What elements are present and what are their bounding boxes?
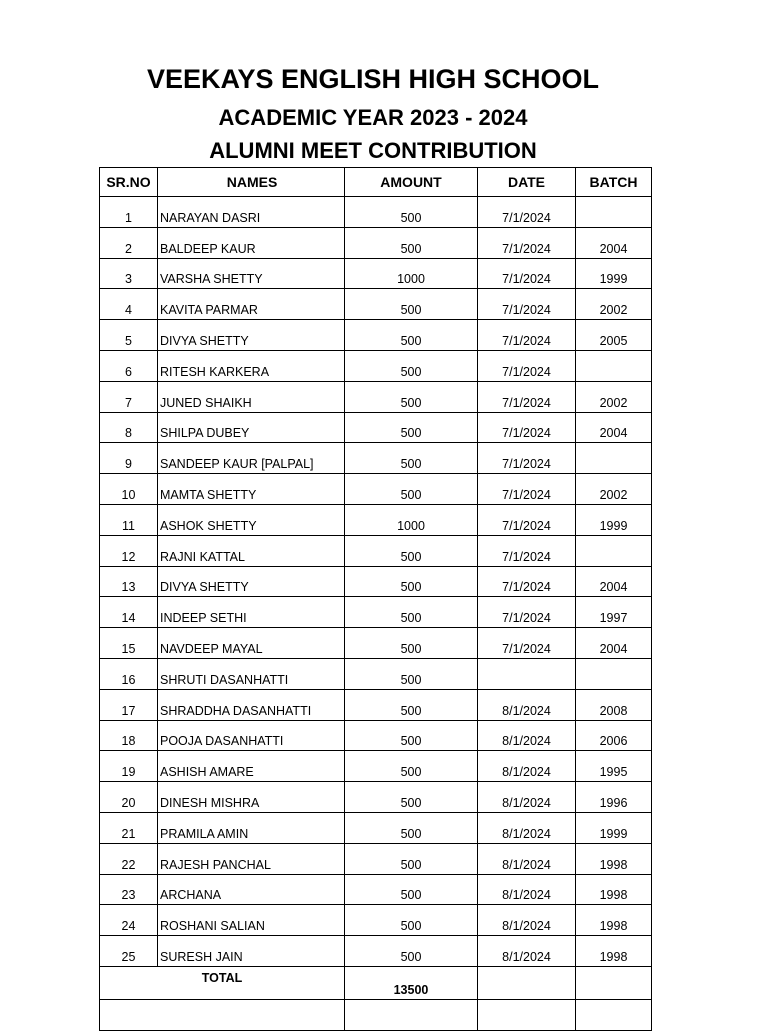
table-row [100,936,652,967]
total-amount: 13500 [345,966,478,999]
sr-no-cell: 1 [100,197,158,228]
table-row [100,812,652,843]
name-cell: SHRUTI DASANHATTI [158,658,345,689]
name-cell: RAJESH PANCHAL [158,843,345,874]
name-cell: PRAMILA AMIN [158,812,345,843]
date-cell: 8/1/2024 [478,689,576,720]
amount-cell: 500 [345,689,478,720]
date-cell: 7/1/2024 [478,504,576,535]
school-name: VEEKAYS ENGLISH HIGH SCHOOL [146,64,600,94]
total-date-cell [478,966,576,999]
batch-cell: 2005 [576,320,652,351]
date-cell: 8/1/2024 [478,751,576,782]
date-cell: 7/1/2024 [478,227,576,258]
batch-cell: 1999 [576,504,652,535]
batch-cell: 1996 [576,782,652,813]
sr-no-cell: 19 [100,751,158,782]
batch-cell [576,443,652,474]
total-batch-cell [576,966,652,999]
table-row [100,874,652,905]
table-row [100,689,652,720]
sr-no-cell: 17 [100,689,158,720]
batch-cell: 1999 [576,258,652,289]
sr-no-cell: 22 [100,843,158,874]
table-row [100,197,652,228]
batch-cell: 2004 [576,566,652,597]
batch-cell: 1999 [576,812,652,843]
amount-cell: 500 [345,720,478,751]
header-sr-no: SR.NO [100,168,158,197]
amount-cell: 500 [345,320,478,351]
sr-no-cell: 9 [100,443,158,474]
table-row [100,443,652,474]
table-row [100,720,652,751]
sr-no-cell: 6 [100,350,158,381]
name-cell: JUNED SHAIKH [158,381,345,412]
batch-cell: 2004 [576,412,652,443]
name-cell: RITESH KARKERA [158,350,345,381]
sr-no-cell: 5 [100,320,158,351]
header-names: NAMES [158,168,345,197]
amount-cell: 500 [345,227,478,258]
sr-no-cell: 13 [100,566,158,597]
sr-no-cell: 4 [100,289,158,320]
amount-cell: 500 [345,443,478,474]
sr-no-cell: 8 [100,412,158,443]
sr-no-cell: 23 [100,874,158,905]
sr-no-cell: 12 [100,535,158,566]
name-cell: DINESH MISHRA [158,782,345,813]
sr-no-cell: 21 [100,812,158,843]
sr-no-cell: 10 [100,474,158,505]
name-cell: NARAYAN DASRI [158,197,345,228]
table-row [100,751,652,782]
batch-cell [576,197,652,228]
total-row [100,966,652,999]
table-row [100,412,652,443]
table-row [100,597,652,628]
table-row [100,658,652,689]
sr-no-cell: 2 [100,227,158,258]
amount-cell: 500 [345,782,478,813]
amount-cell: 500 [345,197,478,228]
date-cell: 7/1/2024 [478,474,576,505]
amount-cell: 500 [345,535,478,566]
amount-cell: 500 [345,381,478,412]
sr-no-cell: 20 [100,782,158,813]
date-cell: 7/1/2024 [478,443,576,474]
name-cell: SANDEEP KAUR [PALPAL] [158,443,345,474]
name-cell: ASHISH AMARE [158,751,345,782]
date-cell: 7/1/2024 [478,381,576,412]
name-cell: INDEEP SETHI [158,597,345,628]
name-cell: SHRADDHA DASANHATTI [158,689,345,720]
date-cell: 8/1/2024 [478,874,576,905]
sr-no-cell: 7 [100,381,158,412]
date-cell: 7/1/2024 [478,566,576,597]
date-cell: 8/1/2024 [478,720,576,751]
blank-cell [345,999,478,1030]
batch-cell: 1998 [576,843,652,874]
batch-cell: 2004 [576,628,652,659]
table-row [100,381,652,412]
name-cell: MAMTA SHETTY [158,474,345,505]
blank-cell [478,999,576,1030]
name-cell: NAVDEEP MAYAL [158,628,345,659]
batch-cell: 1997 [576,597,652,628]
name-cell: VARSHA SHETTY [158,258,345,289]
table-header-row [100,168,652,197]
table-row [100,566,652,597]
amount-cell: 500 [345,843,478,874]
blank-row [100,999,652,1030]
date-cell: 8/1/2024 [478,812,576,843]
sr-no-cell: 15 [100,628,158,659]
name-cell: DIVYA SHETTY [158,320,345,351]
date-cell: 7/1/2024 [478,628,576,659]
batch-cell: 1998 [576,905,652,936]
academic-year: ACADEMIC YEAR 2023 - 2024 [218,105,528,130]
batch-cell: 2008 [576,689,652,720]
date-cell: 7/1/2024 [478,597,576,628]
table-row [100,258,652,289]
amount-cell: 500 [345,812,478,843]
amount-cell: 500 [345,566,478,597]
amount-cell: 1000 [345,504,478,535]
amount-cell: 500 [345,412,478,443]
batch-cell: 2002 [576,381,652,412]
amount-cell: 500 [345,597,478,628]
name-cell: BALDEEP KAUR [158,227,345,258]
amount-cell: 500 [345,751,478,782]
name-cell: ARCHANA [158,874,345,905]
header-batch: BATCH [576,168,652,197]
sr-no-cell: 18 [100,720,158,751]
table-row [100,350,652,381]
amount-cell: 500 [345,658,478,689]
table-row [100,535,652,566]
sr-no-cell: 14 [100,597,158,628]
table-row [100,504,652,535]
date-cell: 7/1/2024 [478,350,576,381]
name-cell: POOJA DASANHATTI [158,720,345,751]
document-title: ALUMNI MEET CONTRIBUTION [209,138,537,163]
sr-no-cell: 3 [100,258,158,289]
amount-cell: 500 [345,874,478,905]
batch-cell [576,350,652,381]
table-row [100,905,652,936]
name-cell: KAVITA PARMAR [158,289,345,320]
amount-cell: 500 [345,474,478,505]
table-row [100,474,652,505]
date-cell: 8/1/2024 [478,905,576,936]
batch-cell: 2002 [576,289,652,320]
batch-cell [576,535,652,566]
name-cell: ASHOK SHETTY [158,504,345,535]
batch-cell: 2006 [576,720,652,751]
header-amount: AMOUNT [345,168,478,197]
name-cell: RAJNI KATTAL [158,535,345,566]
table-row [100,289,652,320]
sr-no-cell: 25 [100,936,158,967]
amount-cell: 500 [345,905,478,936]
sr-no-cell: 11 [100,504,158,535]
header-date: DATE [478,168,576,197]
batch-cell: 2002 [576,474,652,505]
date-cell: 8/1/2024 [478,843,576,874]
sr-no-cell: 16 [100,658,158,689]
amount-cell: 500 [345,628,478,659]
date-cell: 7/1/2024 [478,289,576,320]
date-cell: 8/1/2024 [478,936,576,967]
batch-cell: 1998 [576,874,652,905]
batch-cell: 1995 [576,751,652,782]
name-cell: SURESH JAIN [158,936,345,967]
blank-cell [100,999,345,1030]
amount-cell: 500 [345,289,478,320]
total-label: TOTAL [100,966,345,999]
amount-cell: 1000 [345,258,478,289]
name-cell: DIVYA SHETTY [158,566,345,597]
date-cell: 8/1/2024 [478,782,576,813]
table-row [100,628,652,659]
amount-cell: 500 [345,350,478,381]
amount-cell: 500 [345,936,478,967]
date-cell: 7/1/2024 [478,320,576,351]
table-row [100,782,652,813]
name-cell: SHILPA DUBEY [158,412,345,443]
batch-cell: 1998 [576,936,652,967]
sr-no-cell: 24 [100,905,158,936]
batch-cell: 2004 [576,227,652,258]
table-row [100,843,652,874]
date-cell: 7/1/2024 [478,535,576,566]
batch-cell [576,658,652,689]
contribution-table [99,167,652,1031]
table-row [100,227,652,258]
date-cell [478,658,576,689]
date-cell: 7/1/2024 [478,412,576,443]
name-cell: ROSHANI SALIAN [158,905,345,936]
table-row [100,320,652,351]
date-cell: 7/1/2024 [478,197,576,228]
blank-cell [576,999,652,1030]
date-cell: 7/1/2024 [478,258,576,289]
